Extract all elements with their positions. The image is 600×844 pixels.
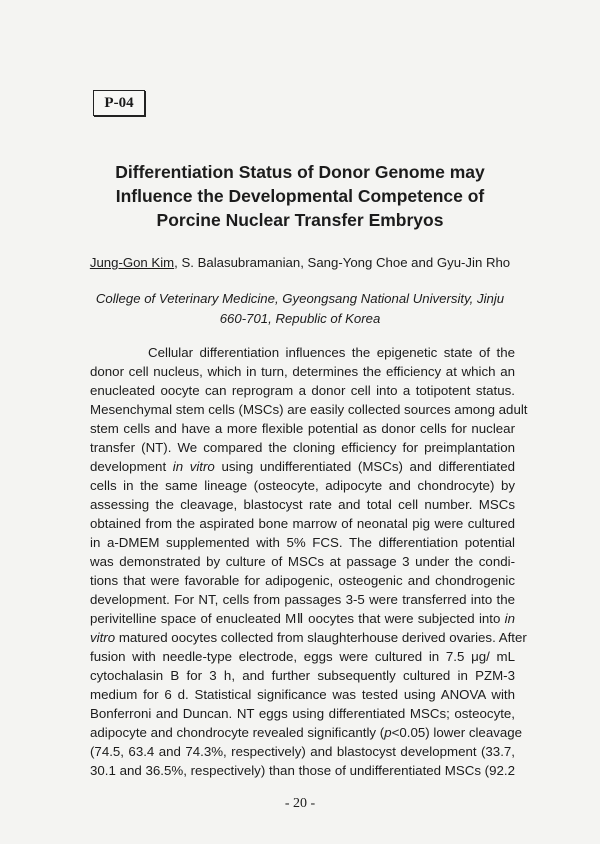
text-run: (74.5, 63.4 and 74.3%, respectively) and blastocyst development (33.7, <box>90 744 515 759</box>
abstract-line <box>90 400 528 419</box>
abstract-line <box>90 666 515 685</box>
affiliation <box>60 289 540 329</box>
abstract-line <box>90 704 515 723</box>
text-run: medium for 6 d. Statistical significance was tested using ANOVA with <box>90 687 515 702</box>
title-line: Influence the Developmental Competence of <box>115 186 485 206</box>
text-run: <0.05) lower cleavage <box>391 725 523 740</box>
abstract-line <box>90 419 515 438</box>
text-run: Cellular differentiation influences the epigenetic state of the <box>148 345 515 360</box>
title-line: Differentiation Status of Donor Genome may <box>115 162 485 182</box>
text-run: Bonferroni and Duncan. NT eggs using differentiated MSCs; osteocyte, <box>90 706 515 721</box>
abstract-line <box>90 438 515 457</box>
text-run: assessing the cleavage, blastocyst rate and total cell number. MSCs <box>90 497 515 512</box>
text-run: development. For NT, cells from passages 3-5 were transferred into the <box>90 592 515 607</box>
page-number: - 20 - <box>284 796 316 811</box>
abstract-line <box>90 381 515 400</box>
abstract-line <box>90 343 515 362</box>
text-run: using undifferentiated (MSCs) and differentiated <box>214 459 515 474</box>
abstract-line <box>90 761 515 780</box>
text-run: matured oocytes collected from slaughterhouse derived ovaries. After <box>115 630 527 645</box>
italic-text: in vitro <box>172 459 215 474</box>
text-run: was demonstrated by culture of MSCs at passage 3 under the condi- <box>90 554 515 569</box>
affiliation-line: 660-701, Republic of Korea <box>219 311 381 326</box>
author-list <box>60 255 540 270</box>
text-run: donor cell nucleus, which in turn, determines the efficiency at which an <box>90 364 515 379</box>
abstract-line <box>90 362 515 381</box>
abstract-line <box>90 723 523 742</box>
abstract-line <box>90 571 515 590</box>
text-run: transfer (NT). We compared the cloning efficiency for preimplantation <box>90 440 515 455</box>
italic-text: in <box>504 611 515 626</box>
abstract-line <box>90 590 515 609</box>
presenting-author: Jung-Gon Kim <box>89 255 175 270</box>
text-run: obtained from the aspirated bone marrow of neonatal pig were cultured <box>90 516 515 531</box>
text-run: cytochalasin B for 3 h, and further subsequently cultured in PZM-3 <box>90 668 515 683</box>
abstract-line <box>90 685 515 704</box>
text-run: 30.1 and 36.5%, respectively) than those of undifferentiated MSCs (92.2 <box>90 763 515 778</box>
abstract-body <box>90 343 528 780</box>
abstract-line <box>90 533 515 552</box>
abstract-title <box>60 160 540 232</box>
poster-id-label: P-04 <box>93 90 145 116</box>
abstract-line <box>90 628 527 647</box>
text-run: development <box>90 459 173 474</box>
text-run: in a-DMEM supplemented with 5% FCS. The differentiation potential <box>90 535 515 550</box>
text-run: tions that were favorable for adipogenic, osteogenic and chondrogenic <box>90 573 515 588</box>
italic-text: vitro <box>90 630 116 645</box>
text-run: Mesenchymal stem cells (MSCs) are easily collected sources among adult <box>90 402 528 417</box>
text-run: stem cells and have a more flexible potential as donor cells for nuclear <box>90 421 515 436</box>
italic-text: p <box>384 725 392 740</box>
text-run: perivitelline space of enucleated MⅡ oocytes that were subjected into <box>90 611 505 626</box>
abstract-line <box>90 647 515 666</box>
abstract-line <box>90 495 515 514</box>
text-run: cells in the same lineage (osteocyte, adipocyte and chondrocyte) by <box>90 478 515 493</box>
text-run: adipocyte and chondrocyte revealed significantly ( <box>90 725 385 740</box>
abstract-line <box>90 514 515 533</box>
abstract-line <box>90 457 515 476</box>
affiliation-line: College of Veterinary Medicine, Gyeongsang National University, Jinju <box>95 291 505 306</box>
text-run: enucleated oocyte can reprogram a donor cell into a totipotent status. <box>90 383 515 398</box>
abstract-line <box>90 742 515 761</box>
abstract-line <box>90 552 515 571</box>
title-line: Porcine Nuclear Transfer Embryos <box>156 210 444 230</box>
text-run: fusion with needle-type electrode, eggs were cultured in 7.5 μg/ mL <box>90 649 515 664</box>
abstract-line <box>90 476 515 495</box>
abstract-line <box>90 609 515 628</box>
co-authors: , S. Balasubramanian, Sang-Yong Choe and Gyu-Jin Rho <box>174 255 511 270</box>
